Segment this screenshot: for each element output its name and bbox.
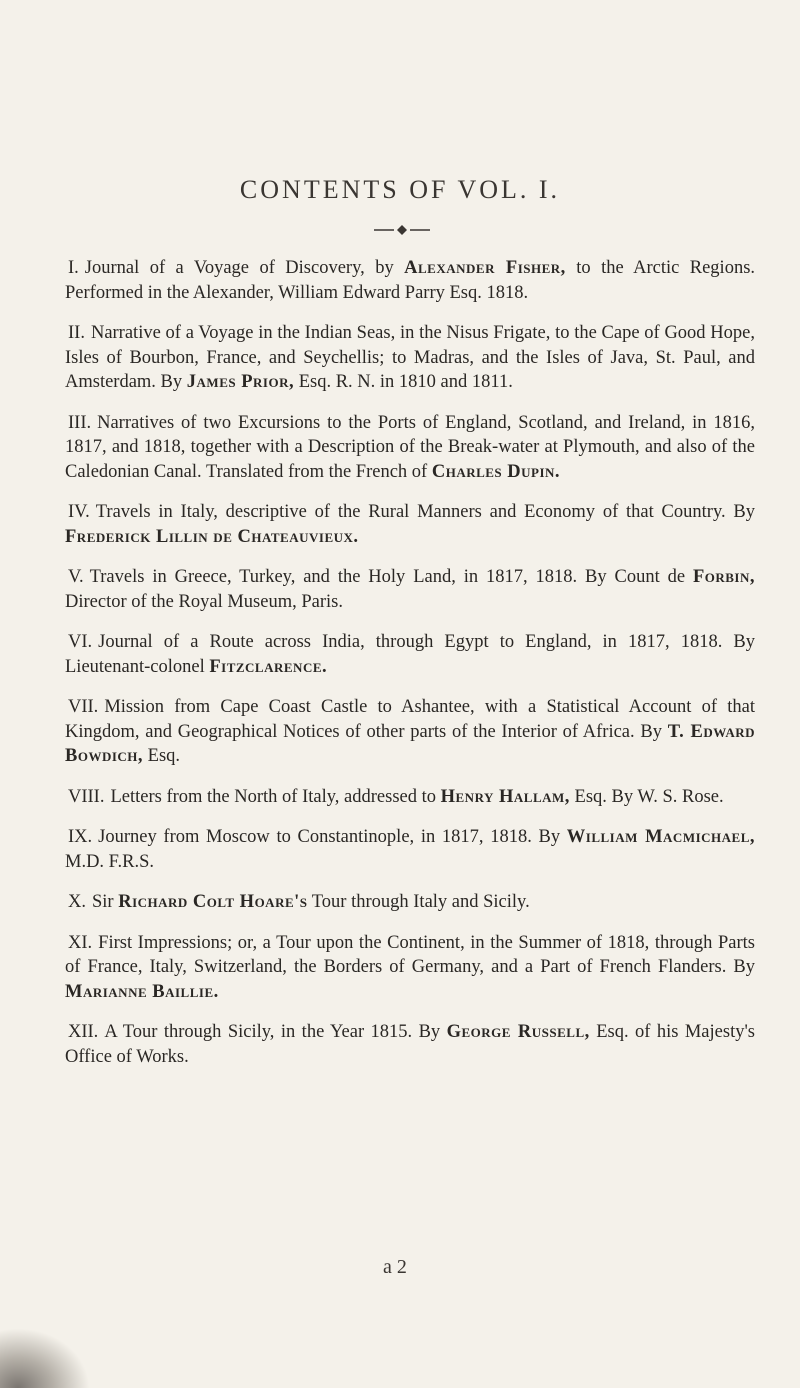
entry-number: IX.	[68, 827, 93, 847]
contents-list	[65, 256, 755, 1085]
entry-text: A Tour through Sicily, in the Year 1815. By	[104, 1022, 441, 1042]
contents-entry	[65, 256, 755, 305]
entry-number: IV.	[68, 502, 90, 522]
entry-number: XI.	[68, 932, 93, 953]
entry-text: Esq. By W. S. Rose.	[574, 786, 724, 807]
contents-entry	[65, 785, 755, 810]
contents-entry	[65, 890, 755, 915]
entry-text: Travels in Italy, descriptive of the Rural Manners and Economy of that Country. By	[95, 502, 755, 522]
entry-text: M.D. F.R.S.	[65, 851, 154, 872]
entry-author: William Macmichael,	[566, 827, 755, 847]
entry-text: Journal of a Voyage of Discovery, by	[84, 258, 394, 278]
page-title: CONTENTS OF VOL. I.	[239, 175, 561, 204]
entry-text: Esq. R. N. in 1810 and 1811.	[298, 372, 513, 392]
entry-text: Narratives of two Excursions to the Ports of England, Scotland, and Ireland, in 1816, 1817, and 1818, together with a Description of the Break-water at Plymouth, and also of the Caledonian Canal. Translated from the French of	[65, 412, 755, 482]
entry-author: Henry Hallam,	[440, 786, 570, 807]
entry-text: to the Arctic Regions. Performed in the Alexander, William Edward Parry Esq. 1818.	[65, 258, 756, 303]
entry-text: Journal of a Route across India, through Egypt to England, in 1817, 1818. By Lieutenant-colonel	[65, 632, 755, 677]
entry-number: I.	[68, 258, 79, 278]
contents-entry	[65, 565, 755, 614]
entry-text: Letters from the North of Italy, addressed to	[110, 786, 436, 807]
entry-number: II.	[68, 323, 85, 343]
contents-entry	[65, 1020, 755, 1069]
entry-author: Fitzclarence.	[209, 656, 328, 677]
entry-text: Tour through Italy and Sicily.	[311, 892, 530, 912]
divider-ornament-icon	[372, 224, 432, 236]
entry-text: Sir	[92, 892, 114, 912]
entry-author: Marianne Baillie.	[65, 981, 219, 1002]
entry-text: Mission from Cape Coast Castle to Ashantee, with a Statistical Account of that Kingdom, and Geographical Notices of other parts of the Interior of Africa. By	[65, 697, 755, 742]
entry-author: Forbin,	[692, 567, 755, 587]
entry-text: Narrative of a Voyage in the Indian Seas, in the Nisus Frigate, to the Cape of Good Hope, Isles of Bourbon, France, and Seychellis; to Madras, and the Isles of Java, St. Paul, and Amsterdam. By	[65, 323, 755, 392]
contents-entry	[65, 321, 755, 395]
entry-number: III.	[68, 412, 92, 433]
corner-smudge	[0, 1328, 90, 1388]
entry-author: George Russell,	[446, 1022, 590, 1042]
signature-mark: a 2	[383, 1256, 407, 1278]
entry-text: Esq.	[147, 746, 181, 766]
contents-entry	[65, 931, 755, 1005]
entry-number: VI.	[68, 632, 93, 652]
entry-text: Director of the Royal Museum, Paris.	[65, 591, 343, 612]
entry-number: XII.	[68, 1022, 99, 1042]
entry-number: VII.	[68, 697, 99, 717]
entry-author: James Prior,	[186, 372, 295, 392]
entry-text: Travels in Greece, Turkey, and the Holy Land, in 1817, 1818. By Count de	[89, 567, 686, 587]
contents-entry	[65, 695, 755, 769]
entry-author: Alexander Fisher,	[404, 258, 566, 278]
entry-number: V.	[68, 567, 84, 587]
entry-author: T. Edward Bowdich,	[65, 721, 756, 766]
entry-number: X.	[68, 892, 86, 912]
contents-entry	[65, 630, 755, 679]
entry-text: Journey from Moscow to Constantinople, in 1817, 1818. By	[98, 827, 561, 847]
contents-entry	[65, 825, 755, 874]
entry-author: Richard Colt Hoare's	[118, 892, 308, 912]
entry-text: Esq. of his Majesty's Office of Works.	[65, 1022, 755, 1067]
contents-entry	[65, 411, 755, 485]
entry-author: Frederick Lillin de Chateauvieux.	[65, 526, 359, 547]
contents-entry	[65, 500, 755, 549]
entry-author: Charles Dupin.	[431, 461, 561, 482]
entry-text: First Impressions; or, a Tour upon the Continent, in the Summer of 1818, through Parts of France, Italy, Switzerland, the Borders of Germany, and a Part of French Flanders. By	[65, 932, 755, 977]
entry-number: VIII.	[68, 786, 105, 807]
